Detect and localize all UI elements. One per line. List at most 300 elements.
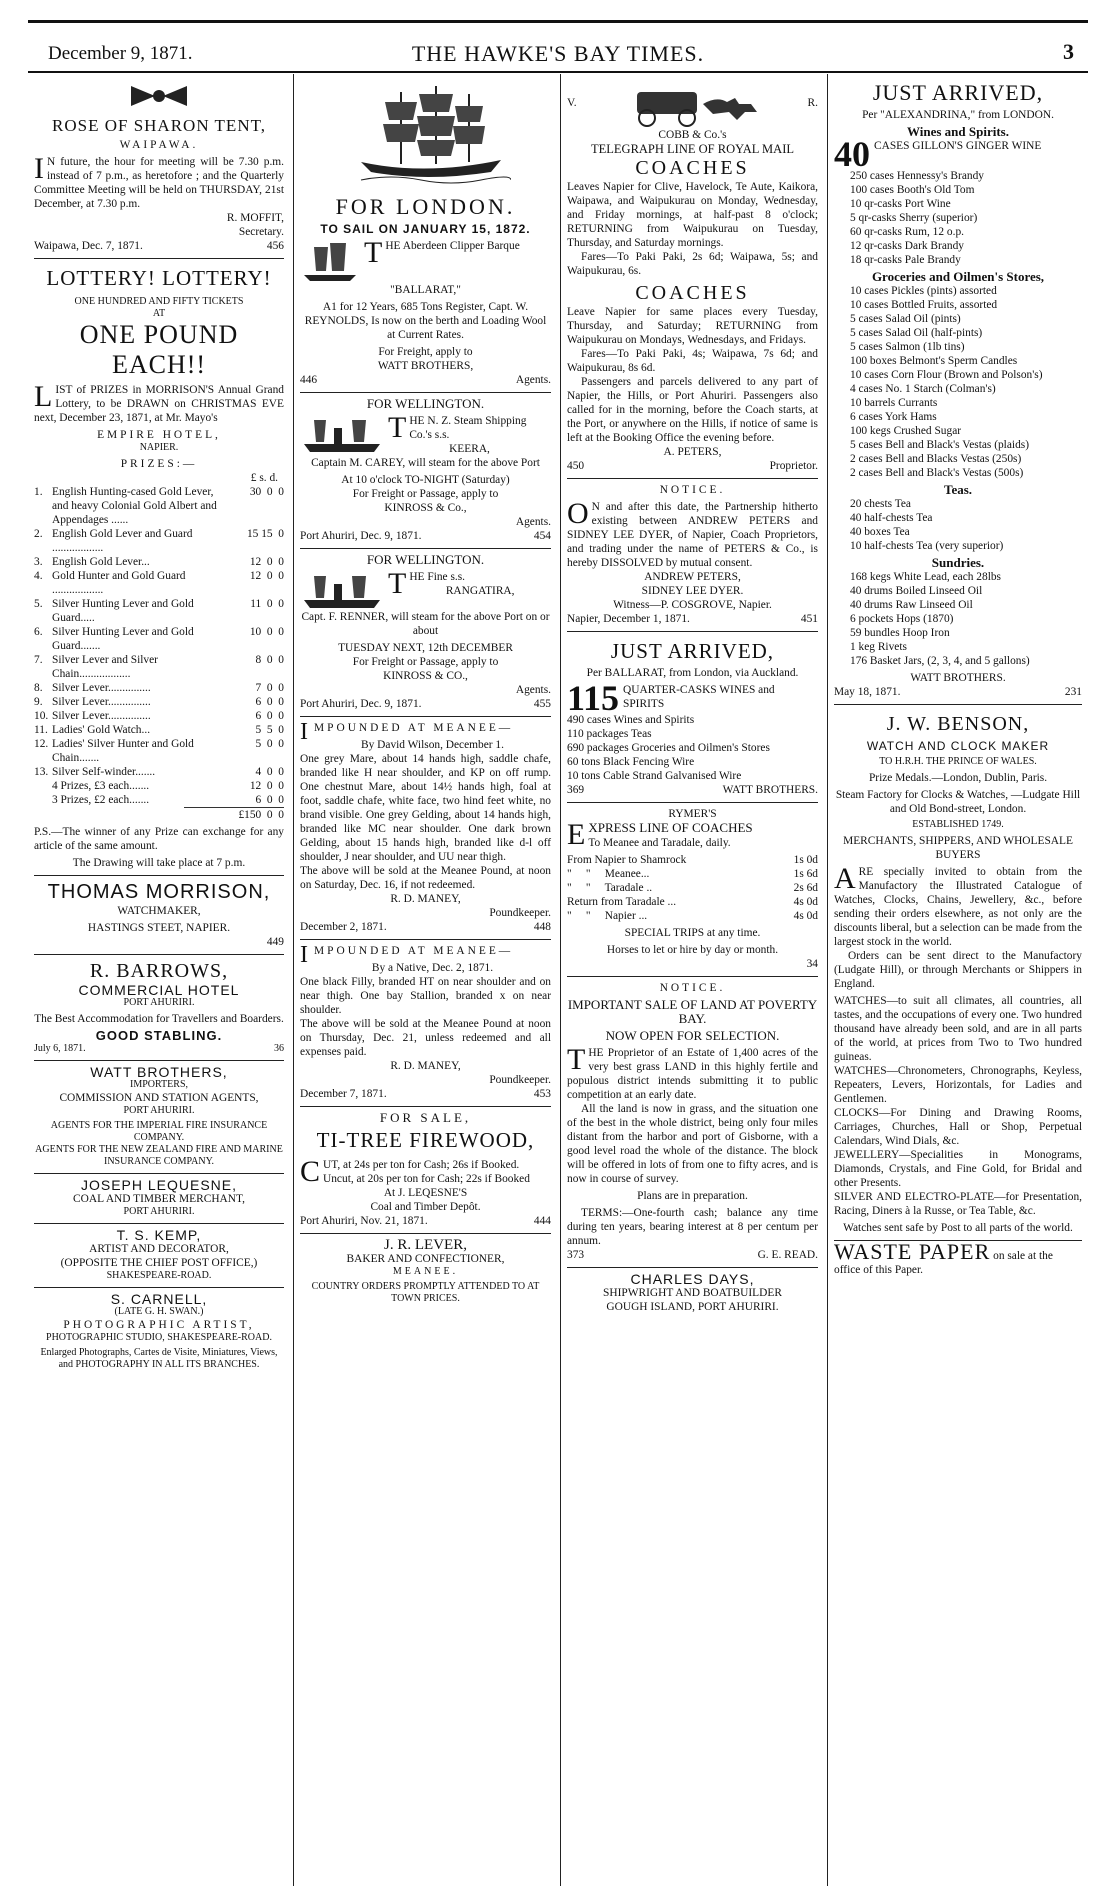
list-item: 110 packages Teas (567, 728, 652, 740)
prize-description: English Gold Lever... (52, 556, 150, 568)
ad-body: UT, at 24s per ton for Cash; 26s if Booked. (323, 1159, 520, 1171)
ad-number: 451 (800, 613, 818, 625)
coaches-heading-2: COACHES (635, 282, 750, 304)
prize-description: English Gold Lever and Guard .................. (52, 528, 193, 554)
drop-cap: T (388, 570, 407, 600)
agent-name: KINROSS & Co., (384, 502, 467, 514)
agent-name: KINROSS & CO., (383, 670, 468, 682)
lead-item: CASES GILLON'S GINGER WINE (874, 140, 1042, 152)
freight-line: For Freight or Passage, apply to (352, 656, 499, 668)
ad-title: ROSE OF SHARON TENT, (52, 116, 266, 135)
list-item: 40 half-chests Tea (850, 512, 933, 524)
ad-title: FOR WELLINGTON. (366, 396, 485, 411)
ad-body: The Best Accommodation for Travellers and Boarders. (34, 1013, 284, 1025)
prize-row (34, 569, 284, 597)
list-item: 10 half-chests Tea (very superior) (850, 540, 1004, 552)
list-item: 2 cases Bell and Blacks Vestas (250s) (850, 453, 1022, 465)
prize-number: 12. (34, 738, 49, 750)
watches-1: WATCHES—to suit all climates, all countries, all tastes, and the occupations of every one. Two hundred thousand have already been sold, and are in all parts of the world, at prices from Two to Two hundred guineas. (834, 995, 1082, 1063)
ad-title: J. W. BENSON, (886, 713, 1030, 735)
list-item: 20 chests Tea (850, 498, 911, 510)
prize-value: 11 0 0 (250, 598, 284, 610)
ad-line: TELEGRAPH LINE OF ROYAL MAIL (591, 142, 794, 156)
prize-value: 6 0 0 (252, 696, 284, 708)
ad-per: Per BALLARAT, from London, via Auckland. (586, 667, 799, 679)
ad-wellington-rangatira (300, 549, 551, 717)
ad-date: May 18, 1871. (834, 686, 901, 698)
signer: A. PETERS, (663, 446, 722, 458)
ad-number: 454 (533, 530, 551, 542)
list-item: 100 kegs Crushed Sugar (850, 425, 962, 437)
page-number: 3 (1063, 39, 1074, 64)
ad-orders: Orders can be sent direct to the Manufactory (Ludgate Hill), or through Merchants or Shippers in England. (834, 950, 1082, 990)
ad-place: PORT AHURIRI. (123, 1105, 195, 1116)
ad-title: JUST ARRIVED, (610, 639, 775, 663)
list-item: 250 cases Hennessy's Brandy (850, 170, 984, 182)
prize-value: 8 0 0 (252, 654, 284, 666)
signer: R. D. MANEY, (390, 1060, 461, 1072)
prize-number: 13. (34, 766, 49, 778)
impound-by: By a Native, Dec. 2, 1871. (371, 962, 494, 974)
prize-value: 6 0 0 (252, 710, 284, 722)
prize-description: Silver Hunting Lever and Gold Guard..... (52, 598, 194, 624)
list-item: 10 qr-casks Port Wine (850, 198, 951, 210)
ad-at: At J. LEQESNE'S (383, 1187, 468, 1199)
ad-late: (LATE G. H. SWAN.) (114, 1306, 204, 1317)
ad-number: 446 (300, 374, 318, 386)
ad-title: MPOUNDED AT MEANEE— (314, 945, 514, 957)
ad-body: Captain M. CAREY, will steam for the above Port (311, 457, 540, 469)
prize-row (34, 737, 284, 765)
lottery-tickets: ONE HUNDRED AND FIFTY TICKETS (74, 296, 244, 307)
prize-value: 12 0 0 (249, 780, 284, 792)
prize-description: Silver Lever............... (52, 682, 151, 694)
bow-emblem-icon (127, 80, 191, 112)
ad-per: Per "ALEXANDRINA," from LONDON. (862, 109, 1054, 121)
prize-value: 12 0 0 (249, 570, 284, 582)
ad-subtitle: To Meanee and Taradale, daily. (588, 837, 731, 849)
list-item: 40 drums Boiled Linseed Oil (850, 585, 983, 597)
clocks: CLOCKS—For Dining and Drawing Rooms, Carriages, Churches, Hall or Shop, Perpetual Calendars, Wind Dials, &c. (834, 1107, 1082, 1147)
signer-role: Proprietor. (769, 460, 818, 472)
fare-price: 1s 6d (793, 868, 818, 880)
agency-2: AGENTS FOR THE NEW ZEALAND FIRE AND MARINE INSURANCE COMPANY. (35, 1144, 283, 1167)
list-item: 176 Basket Jars, (2, 3, 4, and 5 gallons) (850, 655, 1030, 667)
item-list (567, 713, 818, 783)
r-mark: R. (807, 97, 818, 109)
list-item: 5 cases Salad Oil (pints) (850, 313, 961, 325)
ad-body: One black Filly, branded HT on near shoulder and on near thigh. One bay Stallion, branded x on near shoulder. (300, 976, 551, 1016)
list-item: 100 cases Booth's Old Tom (850, 184, 975, 196)
ship-name: KEERA, (449, 443, 490, 455)
prize-description: 3 Prizes, £2 each....... (52, 794, 150, 806)
prizes-title: PRIZES:— (120, 458, 198, 470)
list-item: 100 boxes Belmont's Sperm Candles (850, 355, 1018, 367)
fares-2: Fares—To Paki Paki, 4s; Waipawa, 7s 6d; and Waipukurau, 8s 6d. (567, 348, 818, 374)
ad-barrows (34, 955, 284, 1061)
prize-row (34, 793, 284, 807)
prize-value: 12 0 0 (249, 556, 284, 568)
drop-cap: I (34, 152, 44, 185)
ad-body: Leaves Napier for Clive, Havelock, Te Aute, Kaikora, Waipawa, and Waipukurau on Monday, Wednesday, and Friday mornings, at half-past 8 o'clock; RETURNING from Waipukurau on Tuesday, Thursday, and Saturday mornings. (567, 181, 818, 249)
fare-price: 4s 0d (793, 896, 818, 908)
groceries-list (834, 284, 1082, 480)
ad-address: HASTINGS STEET, NAPIER. (87, 922, 231, 934)
ad-trade: ARTIST AND DECORATOR, (89, 1243, 229, 1255)
ad-title: J. R. LEVER, (384, 1237, 467, 1253)
ad-number: 448 (533, 921, 551, 933)
ad-just-arrived-ballarat (567, 632, 818, 803)
prize-number: 8. (34, 682, 43, 694)
ad-lottery (34, 259, 284, 876)
list-item: 5 cases Salmon (1lb tins) (850, 341, 965, 353)
ad-body: Enlarged Photographs, Cartes de Visite, Miniatures, Views, and PHOTOGRAPHY IN ALL ITS BRANCHES. (40, 1347, 278, 1370)
list-item: 40 drums Raw Linseed Oil (850, 599, 973, 611)
prize-row (34, 625, 284, 653)
ad-date: Port Ahuriri, Dec. 9, 1871. (300, 530, 422, 542)
fares: Fares—To Paki Paki, 2s 6d; Waipawa, 5s; and Waipukurau, 6s. (567, 251, 818, 277)
ad-number: 453 (533, 1088, 551, 1100)
mail-coach-icon (617, 78, 767, 128)
prize-number (34, 779, 52, 793)
prize-description: 4 Prizes, £3 each....... (52, 780, 150, 792)
list-item: 490 cases Wines and Spirits (567, 714, 695, 726)
ad-title: MPOUNDED AT MEANEE— (314, 722, 514, 734)
list-item: 60 tons Black Fencing Wire (567, 756, 695, 768)
ad-date: Waipawa, Dec. 7, 1871. (34, 240, 143, 252)
prize-description: English Hunting-cased Gold Lever, and heavy Colonial Gold Albert and Appendages ...... (52, 486, 217, 526)
ad-rose-of-sharon (34, 74, 284, 259)
ad-number: 231 (1064, 686, 1082, 698)
ad-charles-days (567, 1268, 818, 1319)
ad-number: 34 (806, 958, 818, 970)
ship-intro: HE Aberdeen Clipper Barque (385, 240, 520, 252)
coaches-heading: COACHES (635, 157, 750, 179)
fare-row (567, 867, 818, 881)
ad-place: GOUGH ISLAND, PORT AHURIRI. (606, 1301, 779, 1313)
list-item: 18 qr-casks Pale Brandy (850, 254, 961, 266)
lottery-at: AT (152, 308, 166, 319)
ship-intro: HE N. Z. Steam Shipping Co.'s s.s. (409, 415, 527, 441)
drop-cap: E (567, 818, 586, 851)
ad-depot: Coal and Timber Depôt. (370, 1201, 481, 1213)
ad-place: MEANEE. (392, 1266, 459, 1277)
ad-body: IST of PRIZES in MORRISON'S Annual Grand Lottery, to be DRAWN on CHRISTMAS EVE next, December 23, 1871, at Mr. Mayo's (34, 384, 284, 424)
ad-carnell (34, 1288, 284, 1376)
drop-cap: I (300, 719, 311, 745)
ad-waste-paper (834, 1241, 1082, 1282)
ad-agents: COMMISSION AND STATION AGENTS, (59, 1092, 259, 1104)
list-item: 10 cases Corn Flour (Brown and Polson's) (850, 369, 1043, 381)
prize-description: Silver Hunting Lever and Gold Guard....... (52, 626, 194, 652)
ad-title: NOTICE. (659, 484, 726, 496)
signer: WATT BROTHERS. (722, 784, 818, 796)
ad-location: (OPPOSITE THE CHIEF POST OFFICE,) (60, 1257, 258, 1269)
prize-value: 5 0 0 (252, 738, 284, 750)
freight-line: For Freight, apply to (378, 346, 473, 358)
page-header (28, 20, 1088, 73)
list-item: 40 boxes Tea (850, 526, 910, 538)
section-teas: Teas. (943, 482, 973, 497)
ad-for-london (300, 74, 551, 393)
agent-role: Agents. (515, 516, 551, 528)
ad-rymers-coaches (567, 803, 818, 977)
silver-plate: SILVER AND ELECTRO-PLATE—for Presentation, Racing, Diners à la Russe, or Tea Table, &c. (834, 1191, 1082, 1217)
fare-price: 1s 0d (793, 854, 818, 866)
ad-number: 456 (266, 240, 284, 252)
prize-total: £150 0 0 (184, 807, 284, 822)
drop-cap: T (567, 1043, 586, 1076)
horses-line: Horses to let or hire by day or month. (606, 944, 779, 956)
ad-impounded-2 (300, 940, 551, 1107)
prize-value: 30 0 0 (249, 486, 284, 498)
section-wines: Wines and Spirits. (907, 124, 1009, 139)
teas-list (834, 497, 1082, 553)
jewellery: JEWELLERY—Specialities in Monograms, Diamonds, Crystals, and Fine Gold, for Bridal and other Presents. (834, 1149, 1082, 1189)
list-item: 60 qr-casks Rum, 12 o.p. (850, 226, 964, 238)
ad-body-2: All the land is now in grass, and the situation one of the best in the whole district, being only four miles distant from the harbor and port of Gisborne, with a good level road the whole of the distance. The block will be offered in lots of from one to fifty acres, and is now in course of survey. (567, 1103, 818, 1185)
sail-time: TUESDAY NEXT, 12th DECEMBER (338, 642, 513, 654)
ad-wellington-keera (300, 393, 551, 549)
wines-list (834, 169, 1082, 267)
ad-title: JOSEPH LEQUESNE, (80, 1177, 238, 1193)
ad-cobb-coaches (567, 74, 818, 479)
column-1 (28, 74, 290, 1886)
prize-row (34, 597, 284, 625)
lead-quantity: 115 (567, 683, 620, 713)
sale-notice: The above will be sold at the Meanee Pound at noon on Thursday, Dec. 21, unless redeemed and all expenses paid. (300, 1018, 551, 1058)
agent-role: Agents. (515, 684, 551, 696)
ad-title: T. S. KEMP, (116, 1227, 202, 1243)
prize-number (34, 793, 52, 807)
drop-cap: I (300, 942, 311, 968)
list-item: 690 packages Groceries and Oilmen's Stores (567, 742, 770, 754)
fare-route: Return from Taradale ... (567, 896, 677, 908)
ad-factory: Steam Factory for Clocks & Watches, —Ludgate Hill and Old Bond-street, London. (835, 789, 1081, 815)
prize-row (34, 695, 284, 709)
signer: G. E. READ. (757, 1249, 818, 1261)
drop-cap: L (34, 380, 53, 413)
list-item: 10 tons Cable Strand Galvanised Wire (567, 770, 742, 782)
stabling: GOOD STABLING. (95, 1028, 223, 1043)
ad-trade: COAL AND TIMBER MERCHANT, (73, 1193, 245, 1205)
fare-row (567, 853, 818, 867)
lead-quantity: 40 (834, 139, 870, 169)
freight-line: For Freight or Passage, apply to (352, 488, 499, 500)
ad-date: Port Ahuriri, Dec. 9, 1871. (300, 698, 422, 710)
ad-just-arrived-alexandrina (834, 74, 1082, 705)
ad-notice-partnership (567, 479, 818, 632)
hotel-place: NAPIER. (139, 442, 179, 453)
sale-notice: The above will be sold at the Meanee Pound, at noon on Saturday, Dec. 16, if not redeemed. (300, 865, 551, 891)
ad-trade: BAKER AND CONFECTIONER, (346, 1253, 505, 1265)
prize-value: 4 0 0 (252, 766, 284, 778)
list-item: 10 cases Bottled Fruits, assorted (850, 299, 998, 311)
list-item: 12 qr-casks Dark Brandy (850, 240, 964, 252)
ad-title: NOTICE. (659, 982, 726, 994)
lottery-drawing: The Drawing will take place at 7 p.m. (72, 857, 246, 869)
fare-price: 4s 0d (793, 910, 818, 922)
list-item: 168 kegs White Lead, each 28lbs (850, 571, 1001, 583)
ad-body: N and after this date, the Partnership hitherto existing between ANDREW PETERS and SIDNEY LEE DYER, of Napier, Coach Proprietors, and trading under the name of PETERS & Co., is hereby DISSOLVED by mutual consent. (567, 501, 818, 569)
terms: TERMS:—One-fourth cash; balance any time during ten years, bearing interest at 8 per centum per annum. (567, 1207, 818, 1247)
prize-description: Silver Lever............... (52, 710, 151, 722)
ad-title: LOTTERY! LOTTERY! (46, 266, 272, 290)
prize-number: 6. (34, 626, 43, 638)
ad-trade: WATCH AND CLOCK MAKER (866, 739, 1050, 753)
agent-name: WATT BROTHERS, (377, 360, 474, 372)
ad-date: December 2, 1871. (300, 921, 387, 933)
list-item: 1 keg Rivets (850, 641, 907, 653)
prize-number: 10. (34, 710, 49, 722)
fare-list (567, 853, 818, 923)
ad-number: 369 (567, 784, 585, 796)
drop-cap: T (364, 239, 383, 269)
ad-title: S. CARNELL, (110, 1291, 208, 1307)
ad-role: IMPORTERS, (129, 1079, 189, 1090)
prize-row (34, 779, 284, 793)
list-item: 6 cases York Hams (850, 411, 937, 423)
ad-subtitle: WAIPAWA. (119, 139, 199, 151)
fare-route: From Napier to Shamrock (567, 854, 687, 866)
ship-icon (300, 239, 360, 283)
prize-number: 4. (34, 570, 43, 582)
signer-role: Poundkeeper. (489, 907, 551, 919)
prize-row (34, 765, 284, 779)
prize-value: 10 0 0 (249, 626, 284, 638)
list-item: 5 cases Bell and Black's Vestas (plaids) (850, 439, 1029, 451)
ad-number: 450 (567, 460, 585, 472)
ad-open: NOW OPEN FOR SELECTION. (605, 1028, 780, 1043)
ad-body: on sale at the office of this Paper. (834, 1250, 1053, 1276)
agent-role: Agents. (515, 374, 551, 386)
column-3 (560, 74, 824, 1886)
section-sundries: Sundries. (931, 555, 985, 570)
list-item: 10 cases Pickles (pints) assorted (850, 285, 997, 297)
fare-route: " " Meanee... (567, 868, 650, 880)
ad-morrison (34, 876, 284, 955)
ad-number: 444 (533, 1215, 551, 1227)
ad-trade: WATCHMAKER, (117, 905, 201, 917)
signer-role: Poundkeeper. (489, 1074, 551, 1086)
ad-body: Capt. F. RENNER, will steam for the above Port on or about (301, 611, 550, 637)
ship-name: RANGATIRA, (445, 585, 515, 597)
prize-description: Ladies' Gold Watch... (52, 724, 151, 736)
fare-row (567, 909, 818, 923)
signer-1: ANDREW PETERS, (644, 571, 741, 583)
list-item: 2 cases Bell and Black's Vestas (500s) (850, 467, 1024, 479)
ad-date: Port Ahuriri, Nov. 21, 1871. (300, 1215, 428, 1227)
ad-kicker: FOR SALE, (379, 1110, 472, 1125)
ad-lever (300, 1234, 551, 1310)
prize-value: 15 15 0 (246, 528, 284, 540)
signer-role: Secretary. (238, 226, 284, 238)
sail-date: TO SAIL ON JANUARY 15, 1872. (320, 222, 531, 236)
prize-number: 2. (34, 528, 43, 540)
prize-description: Gold Hunter and Gold Guard .................. (52, 570, 186, 596)
steamship-icon (300, 570, 384, 610)
columns (28, 74, 1088, 1886)
lottery-price: ONE POUND EACH!! (79, 320, 239, 379)
ad-heading: IMPORTANT SALE OF LAND AT POVERTY BAY. (567, 997, 818, 1026)
drop-cap: T (388, 414, 407, 444)
prize-number: 3. (34, 556, 43, 568)
prize-value: 5 5 0 (252, 724, 284, 736)
hotel-name: EMPIRE HOTEL, (97, 429, 221, 441)
prize-row (34, 527, 284, 555)
ad-trade: PHOTOGRAPHIC ARTIST, (63, 1319, 255, 1331)
ship-intro: HE Fine s.s. (409, 571, 466, 583)
ad-title: XPRESS LINE OF COACHES (588, 820, 753, 835)
ad-title: R. BARROWS, (89, 960, 229, 982)
sundries-list (834, 570, 1082, 668)
ad-title: COBB & Co.'s (658, 129, 727, 141)
prize-value: 6 0 0 (252, 794, 284, 806)
list-item: 6 pockets Hops (1870) (850, 613, 954, 625)
hotel-place: PORT AHURIRI. (123, 997, 195, 1008)
ad-body-2: Uncut, at 20s per ton for Cash; 22s if Booked (323, 1173, 530, 1185)
ad-title: TI-TREE FIREWOOD, (316, 1128, 535, 1152)
fare-row (567, 895, 818, 909)
ad-date: December 7, 1871. (300, 1088, 387, 1100)
ship-name: "BALLARAT," (390, 284, 461, 296)
prize-row (34, 681, 284, 695)
ad-post: Watches sent safe by Post to all parts of the world. (843, 1222, 1073, 1234)
currency-header: £ s. d. (250, 472, 278, 484)
signer: R. D. MANEY, (390, 893, 461, 905)
ad-number: 455 (533, 698, 551, 710)
prize-value: 7 0 0 (252, 682, 284, 694)
prize-number: 11. (34, 724, 48, 736)
ad-orders: COUNTRY ORDERS PROMPTLY ATTENDED TO AT TOWN PRICES. (311, 1281, 540, 1304)
ad-title: WATT BROTHERS, (90, 1064, 228, 1080)
steamship-icon (300, 414, 384, 454)
ad-body-2: Leave Napier for same places every Tuesday, Thursday, and Saturday; RETURNING from Waipukurau on Mondays, Wednesdays, and Fridays. (567, 306, 818, 346)
hotel-name: COMMERCIAL HOTEL (78, 982, 240, 998)
watches-2: WATCHES—Chronometers, Chronographs, Keyless, Repeaters, Levers, Horizontals, for Ladies and Gentlemen. (834, 1065, 1082, 1105)
drop-cap: O (567, 497, 589, 530)
prize-row (34, 485, 284, 527)
ad-kicker: RYMER'S (668, 808, 717, 820)
plans: Plans are in preparation. (637, 1190, 748, 1202)
list-item: 5 qr-casks Sherry (superior) (850, 212, 978, 224)
fare-price: 2s 6d (793, 882, 818, 894)
fare-route: " " Taradale .. (567, 882, 653, 894)
prize-number: 1. (34, 486, 43, 498)
prize-description: Silver Lever and Silver Chain.................. (52, 654, 158, 680)
prize-description: Silver Lever............... (52, 696, 151, 708)
list-item: 10 barrels Currants (850, 397, 938, 409)
ad-place: PORT AHURIRI. (123, 1206, 195, 1217)
ad-notice-land-sale (567, 977, 818, 1268)
ad-medals: Prize Medals.—London, Dublin, Paris. (868, 772, 1048, 784)
signer-2: SIDNEY LEE DYER. (641, 585, 744, 597)
agency-1: AGENTS FOR THE IMPERIAL FIRE INSURANCE COMPANY. (50, 1120, 268, 1143)
list-item: 59 bundles Hoop Iron (850, 627, 950, 639)
column-4 (827, 74, 1088, 1886)
ad-title: WASTE PAPER (834, 1239, 991, 1264)
sail-time: At 10 o'clock TO-NIGHT (Saturday) (341, 474, 510, 486)
ad-impounded-1 (300, 717, 551, 940)
prize-number: 9. (34, 696, 43, 708)
drop-cap: C (300, 1155, 321, 1188)
list-item: 4 cases No. 1 Starch (Colman's) (850, 383, 996, 395)
ad-title: CHARLES DAYS, (630, 1271, 755, 1287)
ad-studio: PHOTOGRAPHIC STUDIO, SHAKESPEARE-ROAD. (46, 1332, 272, 1343)
ad-title: JUST ARRIVED, (872, 80, 1044, 105)
lead-item: QUARTER-CASKS WINES and SPIRITS (623, 684, 775, 710)
ad-body: RE specially invited to obtain from the Manufactory the Illustrated Catalogue of Watches, Clocks, Chains, Jewellery, &c., before sending their orders elsewhere, as not only are the discounts liberal, but a selection can be made from the largest stock in the world. (834, 866, 1082, 948)
